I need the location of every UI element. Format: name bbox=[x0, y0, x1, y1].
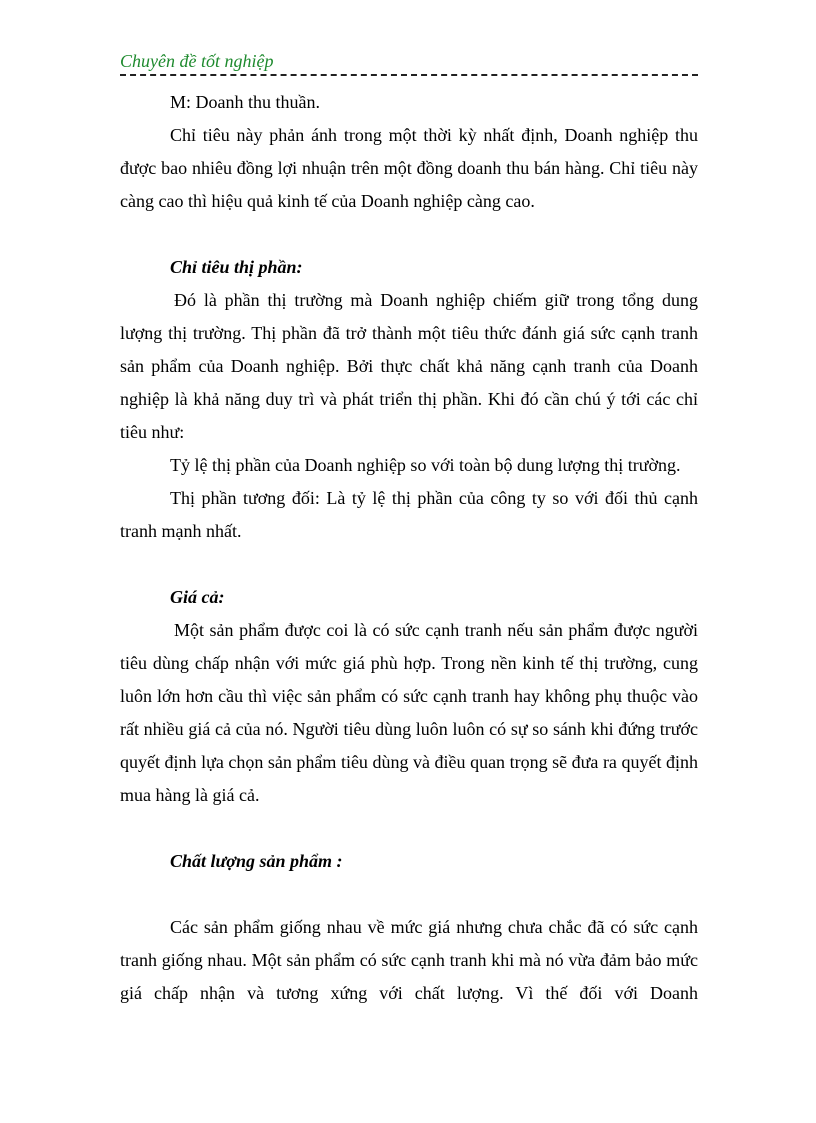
paragraph-share-ratio: Tỷ lệ thị phần của Doanh nghiệp so với toàn bộ dung lượng thị trường. bbox=[170, 455, 681, 475]
spacer bbox=[120, 548, 698, 581]
formula-legend-line: M: Doanh thu thuần. bbox=[170, 92, 320, 112]
document-body bbox=[120, 86, 698, 1010]
spacer bbox=[120, 218, 698, 251]
header-title: Chuyên đề tốt nghiệp bbox=[120, 51, 274, 71]
paragraph-price: Một sản phẩm được coi là có sức cạnh tranh nếu sản phẩm được người tiêu dùng chấp nhận với mức giá phù hợp. Trong nền kinh tế thị trường, cung luôn lớn hơn cầu thì việc sản phẩm có sức cạnh tranh hay không phụ thuộc vào rất nhiều giá cả của nó. Người tiêu dùng luôn luôn có sự so sánh khi đứng trước quyết định lựa chọn sản phẩm tiêu dùng và điều quan trọng sẽ đưa ra quyết định mua hàng là giá cả. bbox=[120, 620, 698, 805]
header-divider bbox=[120, 74, 698, 76]
paragraph-profit-ratio: Chỉ tiêu này phản ánh trong một thời kỳ nhất định, Doanh nghiệp thu được bao nhiêu đồng lợi nhuận trên một đồng doanh thu bán hàng. Chỉ tiêu này càng cao thì hiệu quả kinh tế của Doanh nghiệp càng cao. bbox=[120, 125, 698, 211]
paragraph-product-quality: Các sản phẩm giống nhau về mức giá nhưng chưa chắc đã có sức cạnh tranh giống nhau. Một sản phẩm có sức cạnh tranh khi mà nó vừa đảm bảo mức giá chấp nhận và tương xứng với chất lượng. Vì thế đối với Doanh bbox=[120, 917, 698, 1003]
heading-price: Giá cả: bbox=[170, 587, 225, 607]
spacer bbox=[120, 812, 698, 845]
paragraph-market-share: Đó là phần thị trường mà Doanh nghiệp chiếm giữ trong tổng dung lượng thị trường. Thị phần đã trở thành một tiêu thức đánh giá sức cạnh tranh sản phẩm của Doanh nghiệp. Bởi thực chất khả năng cạnh tranh của Doanh nghiệp là khả năng duy trì và phát triển thị phần. Khi đó cần chú ý tới các chỉ tiêu như: bbox=[120, 290, 698, 442]
page-header bbox=[120, 49, 698, 73]
heading-product-quality: Chất lượng sản phẩm : bbox=[170, 851, 343, 871]
spacer bbox=[120, 878, 698, 911]
paragraph-relative-share: Thị phần tương đối: Là tỷ lệ thị phần của công ty so với đối thủ cạnh tranh mạnh nhất. bbox=[120, 488, 698, 541]
heading-market-share: Chỉ tiêu thị phần: bbox=[170, 257, 303, 277]
